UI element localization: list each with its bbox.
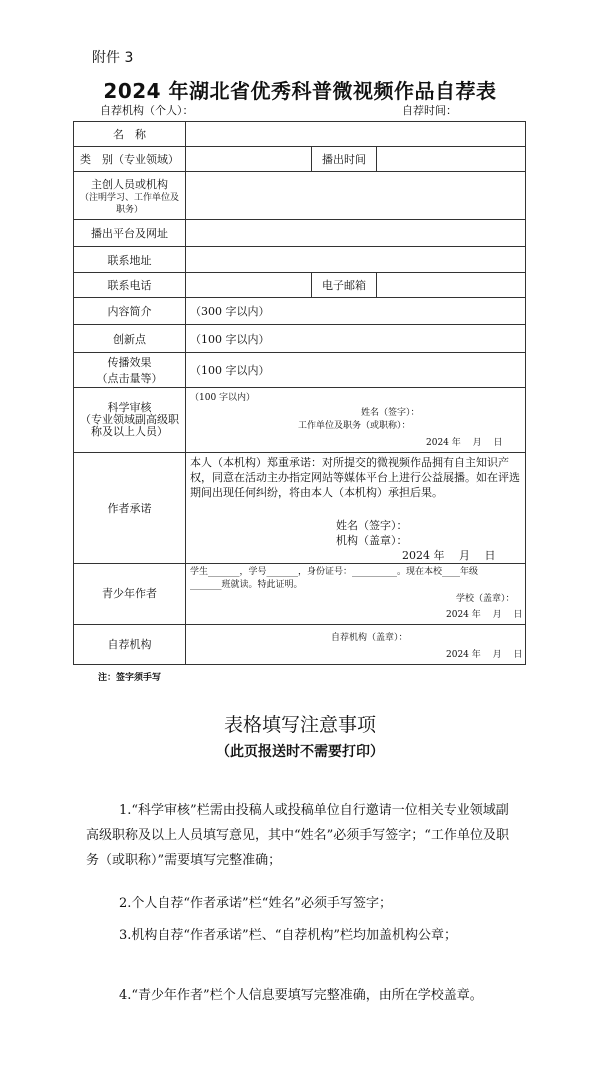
youth-date: 2024 年 月 日 — [446, 610, 523, 620]
broadcast-time-field[interactable] — [377, 147, 526, 172]
review-date: 2024 年 月 日 — [426, 438, 503, 448]
time-label: 自荐时间： — [402, 104, 457, 117]
creator-note: （注明学习、工作单位及职务） — [79, 192, 179, 215]
platform-field[interactable] — [186, 220, 526, 247]
instruction-item-4: 4.“青少年作者”栏个人信息要填写完整准确，由所在学校盖章。 — [119, 988, 483, 1003]
pledge-label: 作者承诺 — [74, 453, 186, 564]
effect-sub: （点击量等） — [96, 372, 163, 385]
instruction-item-3: 3.机构自荐“作者承诺”栏、“自荐机构”栏均加盖机构公章； — [119, 928, 457, 943]
review-unit: 工作单位及职务（或职称）： — [298, 421, 411, 431]
youth-label: 青少年作者 — [74, 564, 186, 625]
effect-label: 传播效果 — [107, 356, 152, 369]
youth-text2: _______班就读。特此证明。 — [190, 580, 303, 590]
innovation-label: 创新点 — [74, 325, 186, 353]
pledge-org: 机构（盖章）： — [336, 534, 408, 547]
page-title: 2024 年湖北省优秀科普微视频作品自荐表 — [103, 79, 497, 103]
review-label: 科学审核 — [107, 401, 152, 414]
creator-label: 主创人员或机构 — [91, 177, 168, 191]
creator-cell — [74, 172, 186, 220]
intro-label: 内容简介 — [74, 298, 186, 325]
innovation-hint: （100 字以内） — [190, 332, 270, 346]
effect-cell — [74, 353, 186, 388]
category-field[interactable] — [186, 147, 312, 172]
review-hint: （100 字以内） — [190, 393, 256, 403]
category-label: 类 别（专业领域） — [74, 147, 186, 172]
review-field[interactable] — [186, 388, 526, 453]
org-date: 2024 年 月 日 — [446, 650, 523, 660]
recommender-label: 自荐机构（个人）： — [100, 104, 194, 117]
intro-field[interactable] — [186, 298, 526, 325]
email-label: 电子邮箱 — [312, 273, 377, 298]
signature-note: 注：签字须手写 — [98, 673, 162, 683]
instruction-item-2: 2.个人自荐“作者承诺”栏“姓名”必须手写签字； — [119, 896, 392, 911]
instructions-subtitle: （此页报送时不需要打印） — [216, 744, 384, 760]
address-field[interactable] — [186, 247, 526, 273]
review-sign: 姓名（签字）： — [361, 408, 420, 418]
youth-field[interactable] — [186, 564, 526, 625]
effect-hint: （100 字以内） — [190, 364, 270, 377]
address-label: 联系地址 — [74, 247, 186, 273]
org-seal: 自荐机构（盖章）： — [331, 633, 408, 643]
application-form — [73, 121, 526, 665]
youth-text1: 学生_______，学号_______，身份证号：__________。现在本校____年级 — [190, 567, 479, 577]
email-field[interactable] — [377, 273, 526, 298]
review-cell — [74, 388, 186, 453]
org-field[interactable] — [186, 625, 526, 665]
youth-school: 学校（盖章）： — [456, 594, 515, 604]
intro-hint: （300 字以内） — [190, 305, 270, 318]
phone-field[interactable] — [186, 273, 312, 298]
phone-label: 联系电话 — [74, 273, 186, 298]
name-field[interactable] — [186, 122, 526, 147]
review-note: （专业领域副高级职称及以上人员） — [80, 413, 179, 438]
org-label: 自荐机构 — [74, 625, 186, 665]
effect-field[interactable] — [186, 353, 526, 388]
pledge-text: 本人（本机构）郑重承诺：对所提交的微视频作品拥有自主知识产权，同意在活动主办指定网站等媒体平台上进行公益展播。如在评选期间出现任何纠纷，将由本人（本机构）承担后果。 — [190, 456, 520, 499]
broadcast-time-label: 播出时间 — [312, 147, 377, 172]
instruction-item-1: 1.“科学审核”栏需由投稿人或投稿单位自行邀请一位相关专业领域副高级职称及以上人员填写意见，其中“姓名”必须手写签字；“工作单位及职务（或职称）”需要填写完整准确； — [86, 803, 509, 868]
creator-field[interactable] — [186, 172, 526, 220]
attachment-label: 附件 3 — [92, 50, 134, 66]
pledge-sign: 姓名（签字）： — [336, 519, 408, 532]
name-label: 名 称 — [74, 122, 186, 147]
pledge-field[interactable] — [186, 453, 526, 564]
instructions-title: 表格填写注意事项 — [223, 714, 376, 736]
pledge-date: 2024 年 月 日 — [402, 549, 496, 562]
innovation-field[interactable] — [186, 325, 526, 353]
platform-label: 播出平台及网址 — [74, 220, 186, 247]
